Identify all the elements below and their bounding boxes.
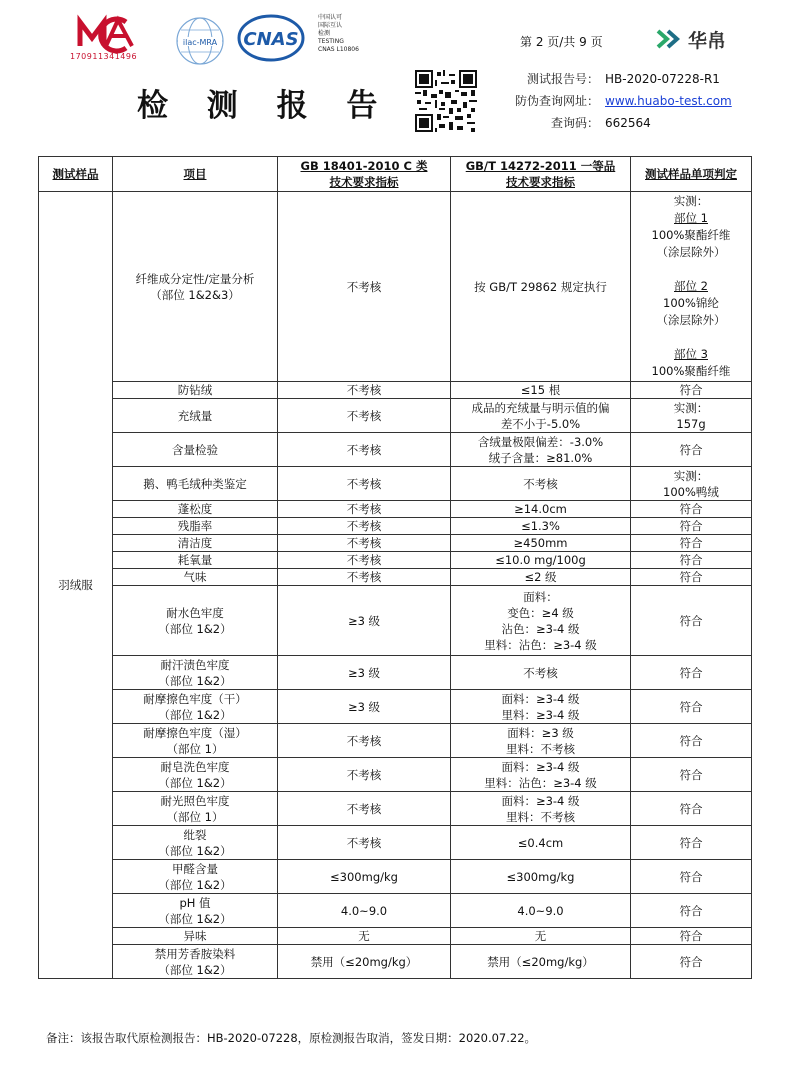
item-cell [113, 826, 278, 860]
judgement-text: 符合 [679, 442, 703, 457]
judgement-text: 符合 [679, 383, 703, 397]
std1-cell [278, 192, 451, 382]
item-cell [113, 724, 278, 758]
item-text: 耐光照色牢度 [160, 793, 230, 808]
qr-code-icon [415, 70, 477, 132]
item-text: 含量检验 [172, 442, 218, 457]
std1-cell [278, 894, 451, 928]
judgement-text: 100%鸭绒 [663, 484, 719, 499]
svg-text:CNAS: CNAS [243, 29, 299, 50]
std1-text: 4.0~9.0 [340, 903, 388, 918]
report-number-label: 测试报告号： [526, 72, 599, 86]
sample-name: 羽绒服 [58, 578, 93, 592]
std2-text: 面料：≥3-4 级 [501, 759, 580, 774]
judgement-text: 符合 [679, 570, 703, 584]
judgement-cell [631, 399, 752, 433]
item-text: （部位 1&2） [158, 911, 232, 926]
item-cell [113, 894, 278, 928]
sample-name-cell [39, 192, 113, 979]
std2-text: 不考核 [523, 476, 558, 491]
std1-text: 不考核 [346, 570, 382, 584]
item-cell [113, 518, 278, 535]
item-text: （部位 1） [166, 809, 224, 824]
judgement-cell [631, 894, 752, 928]
std2-text: 绒子含量：≥81.0% [488, 450, 593, 465]
std2-cell [451, 690, 631, 724]
report-number: HB-2020-07228-R1 [605, 72, 720, 86]
judgement-text: 157g [676, 416, 706, 431]
std1-text: 不考核 [346, 733, 382, 748]
std2-text: ≤0.4cm [517, 835, 564, 850]
std2-cell [451, 586, 631, 656]
std1-text: 不考核 [346, 801, 382, 816]
std2-cell [451, 656, 631, 690]
query-code-label: 查询码： [550, 116, 599, 130]
std2-cell [451, 569, 631, 586]
report-number-row [495, 68, 732, 90]
std2-cell [451, 399, 631, 433]
judgement-cell [631, 656, 752, 690]
judgement-cell [631, 552, 752, 569]
item-text: pH 值 [179, 895, 211, 910]
std1-cell [278, 656, 451, 690]
table-row [39, 399, 752, 433]
std2-text: 沾色：≥3-4 级 [501, 621, 580, 636]
std1-text: 不考核 [346, 767, 382, 782]
judgement-text: 符合 [679, 502, 703, 516]
std1-cell [278, 724, 451, 758]
judgement-text: 符合 [679, 553, 703, 567]
col-header-std1-line: 技术要求指标 [329, 175, 399, 189]
std1-text: 不考核 [346, 408, 382, 423]
cma-number: 170911341496 [70, 52, 138, 61]
table-row [39, 656, 752, 690]
std1-text: 不考核 [346, 553, 382, 567]
table-row [39, 467, 752, 501]
std1-text: ≤300mg/kg [330, 869, 398, 884]
judgement-text: 符合 [679, 801, 703, 816]
std2-cell [451, 382, 631, 399]
item-text: （部位 1&2） [158, 707, 232, 722]
std1-cell [278, 826, 451, 860]
std2-text: 里料：沾色：≥3-4 级 [484, 637, 597, 652]
table-row [39, 192, 752, 382]
judgement-cell [631, 518, 752, 535]
col-header-judgement-text: 测试样品单项判定 [645, 167, 737, 181]
col-header-std2 [451, 157, 631, 192]
table-row [39, 501, 752, 518]
item-cell [113, 399, 278, 433]
judgement-cell [631, 535, 752, 552]
item-text: 清洁度 [177, 536, 213, 550]
cnas-caption-line: 国际互认 [318, 22, 343, 29]
judgement-cell [631, 501, 752, 518]
judgement-text: 实测： [673, 400, 709, 415]
std2-cell [451, 792, 631, 826]
std2-text: 里料：沾色：≥3-4 级 [484, 775, 597, 790]
std1-cell [278, 586, 451, 656]
judgement-cell [631, 945, 752, 979]
item-cell [113, 758, 278, 792]
verify-url-label: 防伪查询网址： [514, 94, 599, 108]
col-header-std1 [278, 157, 451, 192]
part-composition: 100%锦纶 [663, 296, 719, 310]
table-row [39, 518, 752, 535]
std1-cell [278, 690, 451, 724]
std1-text: 无 [358, 929, 370, 943]
part-composition: 100%聚酯纤维 [651, 228, 731, 242]
std2-text: ≤300mg/kg [506, 869, 575, 884]
item-text: （部位 1&2） [158, 843, 232, 858]
std2-text: ≤10.0 mg/100g [495, 553, 586, 567]
std2-text: 里料：不考核 [506, 741, 575, 756]
std1-cell [278, 518, 451, 535]
table-row [39, 792, 752, 826]
query-code: 662564 [605, 116, 651, 130]
std2-text: ≤1.3% [521, 519, 560, 533]
huabo-mark-icon [656, 27, 682, 51]
judgement-text: 实测： [673, 194, 709, 208]
item-text: （部位 1&2） [158, 775, 232, 790]
item-cell [113, 586, 278, 656]
part-composition: 100%聚酯纤维 [651, 364, 731, 378]
part-note: （涂层除外） [656, 245, 726, 259]
judgement-text: 符合 [679, 519, 703, 533]
judgement-text: 符合 [679, 613, 703, 628]
table-row [39, 928, 752, 945]
part-label: 部位 1 [674, 211, 708, 225]
col-header-judgement [631, 157, 752, 192]
table-row [39, 382, 752, 399]
judgement-cell [631, 758, 752, 792]
std1-text: 不考核 [346, 476, 382, 491]
std1-text: 不考核 [346, 519, 382, 533]
judgement-text: 符合 [679, 536, 703, 550]
item-text: 纤维成分定性/定量分析 [135, 271, 255, 286]
judgement-cell [631, 792, 752, 826]
table-row [39, 724, 752, 758]
report-table [38, 156, 752, 979]
std1-text: 不考核 [346, 502, 382, 516]
std1-cell [278, 552, 451, 569]
std2-text: 里料：不考核 [506, 809, 575, 824]
std2-text: 里料：≥3-4 级 [501, 707, 580, 722]
std1-text: ≥3 级 [347, 613, 381, 628]
cnas-logo-icon [237, 14, 305, 62]
col-header-std1-line: GB 18401-2010 C 类 [300, 159, 428, 173]
item-text: 禁用芳香胺染料 [154, 946, 236, 961]
item-text: 纰裂 [183, 827, 207, 842]
item-text: （部位 1&2） [158, 877, 232, 892]
std2-text: ≤15 根 [520, 383, 561, 397]
std1-cell [278, 792, 451, 826]
item-text: 耐皂洗色牢度 [160, 759, 230, 774]
std1-text: 不考核 [346, 383, 382, 397]
std2-cell [451, 945, 631, 979]
col-header-item-text: 项目 [183, 167, 207, 181]
std1-cell [278, 860, 451, 894]
std2-text: 无 [534, 929, 547, 943]
std1-text: ≥3 级 [347, 699, 381, 714]
judgement-text: 符合 [679, 954, 703, 969]
table-row [39, 860, 752, 894]
cnas-caption-line: TESTING [318, 38, 344, 45]
item-cell [113, 569, 278, 586]
std2-text: ≥450mm [513, 536, 568, 550]
table-row [39, 826, 752, 860]
item-cell [113, 433, 278, 467]
table-row [39, 945, 752, 979]
std2-text: 面料：≥3 级 [507, 725, 574, 740]
page-indicator: 第 2 页/共 9 页 [520, 35, 603, 49]
std1-cell [278, 501, 451, 518]
item-text: （部位 1&2） [158, 621, 232, 636]
std2-cell [451, 535, 631, 552]
report-meta [495, 68, 732, 134]
item-cell [113, 382, 278, 399]
std1-text: 不考核 [346, 442, 382, 457]
std2-text: 面料：≥3-4 级 [501, 793, 580, 808]
judgement-cell [631, 192, 752, 382]
col-header-std2-line: 技术要求指标 [506, 175, 575, 189]
item-text: 防钻绒 [177, 383, 213, 397]
std2-text: 面料： [523, 589, 558, 604]
judgement-cell [631, 928, 752, 945]
cnas-caption [318, 14, 359, 54]
std2-text: 按 GB/T 29862 规定执行 [474, 279, 607, 294]
std2-text: 4.0~9.0 [517, 903, 564, 918]
judgement-text: 实测： [673, 468, 709, 483]
std1-text: 不考核 [346, 279, 382, 294]
table-row [39, 569, 752, 586]
item-text: 气味 [183, 570, 207, 584]
col-header-std2-line: GB/T 14272-2011 一等品 [465, 159, 616, 173]
item-cell [113, 792, 278, 826]
std1-text: ≥3 级 [347, 665, 381, 680]
judgement-cell [631, 569, 752, 586]
query-code-row [495, 112, 732, 134]
col-header-sample [39, 157, 113, 192]
item-text: 蓬松度 [177, 502, 213, 516]
judgement-cell [631, 860, 752, 894]
judgement-text: 符合 [679, 699, 703, 714]
judgement-text: 符合 [679, 903, 703, 918]
table-row [39, 433, 752, 467]
item-cell [113, 552, 278, 569]
std2-text: 禁用（≤20mg/kg） [487, 954, 594, 969]
std2-cell [451, 894, 631, 928]
item-cell [113, 535, 278, 552]
std1-cell [278, 535, 451, 552]
std2-text: ≥14.0cm [514, 502, 567, 516]
part-label: 部位 3 [674, 347, 708, 361]
std1-cell [278, 758, 451, 792]
std1-cell [278, 382, 451, 399]
table-row [39, 552, 752, 569]
table-row [39, 690, 752, 724]
judgement-text: 符合 [679, 869, 703, 884]
ilac-mra-logo-icon [174, 16, 226, 66]
part-label: 部位 2 [674, 279, 708, 293]
item-text: （部位 1&2） [158, 673, 232, 688]
std2-cell [451, 724, 631, 758]
item-text: 耐汗渍色牢度 [160, 657, 230, 672]
item-cell [113, 656, 278, 690]
std1-cell [278, 399, 451, 433]
std2-cell [451, 433, 631, 467]
judgement-text: 符合 [679, 835, 703, 850]
judgement-text: 符合 [679, 929, 703, 943]
table-row [39, 758, 752, 792]
judgement-cell [631, 826, 752, 860]
judgement-cell [631, 433, 752, 467]
huabo-brand-text: 华帛 [688, 29, 727, 52]
std1-cell [278, 467, 451, 501]
std2-text: 成品的充绒量与明示值的偏 [471, 400, 610, 415]
std2-text: 含绒量极限偏差：-3.0% [477, 434, 604, 449]
table-header-row [39, 157, 752, 192]
std2-text: 差不小于-5.0% [500, 416, 581, 431]
huabo-logo [656, 26, 746, 52]
std1-cell [278, 945, 451, 979]
judgement-cell [631, 586, 752, 656]
std2-cell [451, 758, 631, 792]
item-cell [113, 467, 278, 501]
item-text: 耐水色牢度 [166, 605, 224, 620]
std1-cell [278, 433, 451, 467]
item-text: 耐摩擦色牢度（湿） [143, 725, 247, 740]
footnote: 备注：该报告取代原检测报告：HB-2020-07228，原检测报告取消，签发日期：2020.07.22。 [46, 1031, 537, 1045]
judgement-cell [631, 724, 752, 758]
std2-cell [451, 518, 631, 535]
std2-cell [451, 501, 631, 518]
item-text: 充绒量 [177, 408, 213, 423]
item-cell [113, 945, 278, 979]
std1-text: 禁用（≤20mg/kg） [310, 954, 418, 969]
std2-text: 不考核 [523, 665, 558, 680]
verify-url-row [495, 90, 732, 112]
std2-cell [451, 928, 631, 945]
judgement-cell [631, 467, 752, 501]
std1-text: 不考核 [346, 536, 382, 550]
std2-cell [451, 860, 631, 894]
judgement-text: 符合 [679, 767, 703, 782]
std2-text: 变色：≥4 级 [507, 605, 574, 620]
svg-text:ilac-MRA: ilac-MRA [182, 38, 218, 47]
item-cell [113, 501, 278, 518]
table-row [39, 894, 752, 928]
item-text: 耐摩擦色牢度（干） [143, 691, 247, 706]
cnas-caption-line: CNAS L10806 [318, 46, 359, 53]
item-text: 甲醛含量 [172, 861, 218, 876]
std2-text: 面料：≥3-4 级 [501, 691, 580, 706]
col-header-sample-text: 测试样品 [52, 167, 99, 181]
item-text: （部位 1&2） [158, 962, 232, 977]
part-note: （涂层除外） [656, 313, 726, 327]
table-row [39, 586, 752, 656]
std1-cell [278, 928, 451, 945]
item-cell [113, 690, 278, 724]
cnas-caption-line: 中国认可 [318, 14, 343, 21]
std2-cell [451, 467, 631, 501]
page-title: 检 测 报 告 [137, 88, 392, 124]
std2-text: ≤2 级 [524, 570, 557, 584]
std1-text: 不考核 [346, 835, 382, 850]
cnas-caption-line: 检测 [318, 30, 331, 37]
std1-cell [278, 569, 451, 586]
judgement-text: 符合 [679, 733, 703, 748]
item-cell [113, 192, 278, 382]
item-text: （部位 1） [166, 741, 224, 756]
table-row [39, 535, 752, 552]
std2-cell [451, 826, 631, 860]
verify-url-link[interactable]: www.huabo-test.com [605, 94, 732, 108]
item-cell [113, 860, 278, 894]
item-text: 残脂率 [177, 519, 213, 533]
std2-cell [451, 552, 631, 569]
item-text: 耗氧量 [177, 553, 213, 567]
std2-cell [451, 192, 631, 382]
item-text: （部位 1&2&3） [150, 287, 240, 302]
judgement-cell [631, 690, 752, 724]
item-text: 异味 [183, 929, 207, 943]
item-text: 鹅、鸭毛绒种类鉴定 [143, 476, 247, 491]
judgement-cell [631, 382, 752, 399]
item-cell [113, 928, 278, 945]
judgement-text: 符合 [679, 665, 703, 680]
col-header-item [113, 157, 278, 192]
